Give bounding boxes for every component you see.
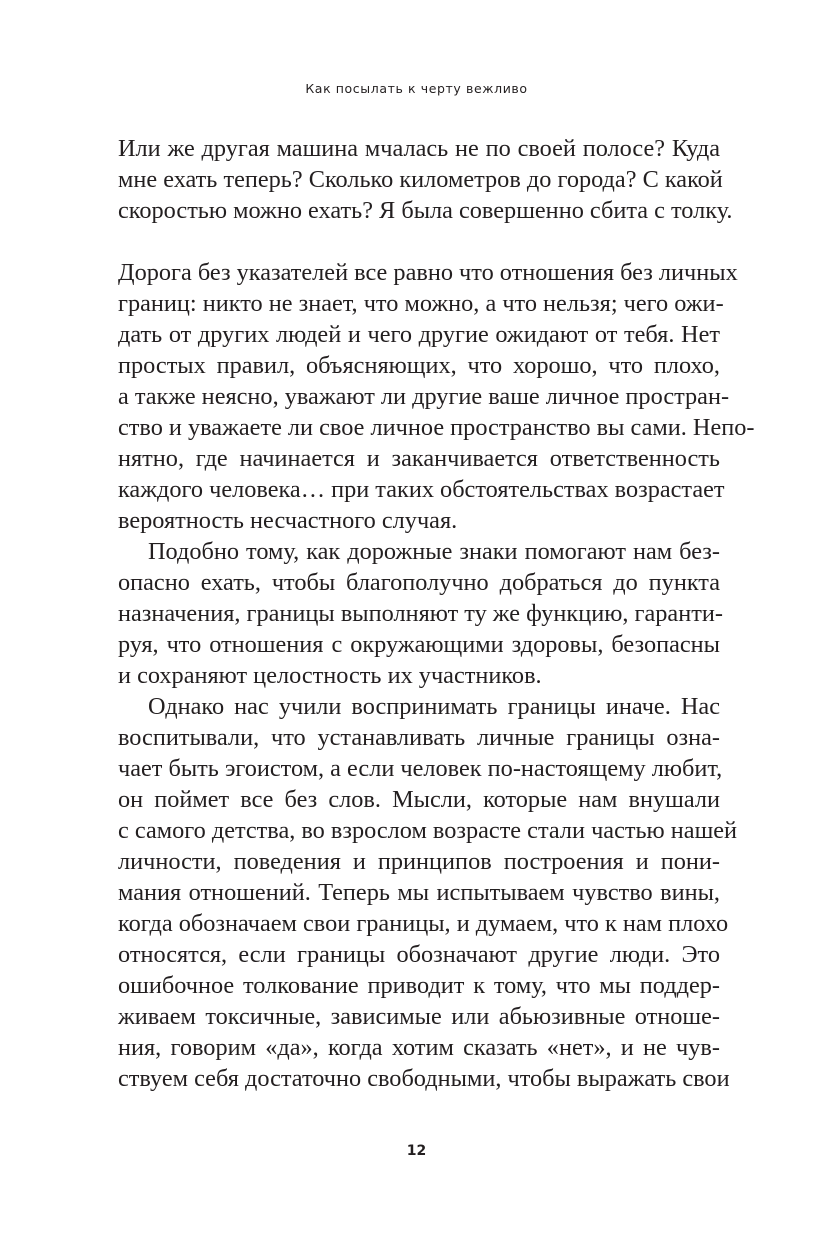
text-line: воспитывали, что устанавливать личные границы озна- bbox=[118, 724, 720, 751]
text-line: мания отношений. Теперь мы испытываем чувство вины, bbox=[118, 879, 720, 906]
text-line: с самого детства, во взрослом возрасте стали частью нашей bbox=[118, 817, 738, 844]
text-line: руя, что отношения с окружающими здоровы, безопасны bbox=[118, 631, 720, 658]
text-line: опасно ехать, чтобы благополучно добраться до пункта bbox=[118, 569, 720, 596]
text-block-continuation bbox=[118, 133, 733, 226]
text-line: живаем токсичные, зависимые или абьюзивные отноше- bbox=[118, 1003, 720, 1030]
text-line: ошибочное толкование приводит к тому, что мы поддер- bbox=[118, 972, 720, 999]
text-line: Однако нас учили воспринимать границы иначе. Нас bbox=[148, 693, 720, 720]
text-line: назначения, границы выполняют ту же функцию, гаранти- bbox=[118, 600, 723, 627]
text-line: чает быть эгоистом, а если человек по-настоящему любит, bbox=[118, 755, 723, 782]
page-number: 12 bbox=[406, 1143, 427, 1159]
text-line: скоростью можно ехать? Я была совершенно сбита с толку. bbox=[118, 197, 733, 224]
text-line: нятно, где начинается и заканчивается ответственность bbox=[118, 445, 720, 472]
text-line: ствуем себя достаточно свободными, чтобы выражать свои bbox=[118, 1065, 730, 1092]
text-line: а также неясно, уважают ли другие ваше личное простран- bbox=[118, 383, 730, 410]
text-line: Или же другая машина мчалась не по своей полосе? Куда bbox=[118, 135, 720, 162]
text-line: границ: никто не знает, что можно, а что нельзя; чего ожи- bbox=[118, 290, 724, 317]
text-line: относятся, если границы обозначают другие люди. Это bbox=[118, 941, 720, 968]
text-line: он поймет все без слов. Мысли, которые нам внушали bbox=[118, 786, 720, 813]
text-block-main bbox=[118, 257, 755, 1094]
text-line: и сохраняют целостность их участников. bbox=[118, 662, 542, 689]
text-line: Подобно тому, как дорожные знаки помогают нам без- bbox=[148, 538, 720, 565]
text-line: вероятность несчастного случая. bbox=[118, 507, 458, 534]
text-line: Дорога без указателей все равно что отношения без личных bbox=[118, 259, 738, 286]
text-line: дать от других людей и чего другие ожидают от тебя. Нет bbox=[118, 321, 720, 348]
text-line: простых правил, объясняющих, что хорошо, что плохо, bbox=[118, 352, 720, 379]
text-line: каждого человека… при таких обстоятельствах возрастает bbox=[118, 476, 725, 503]
text-line: мне ехать теперь? Сколько километров до города? С какой bbox=[118, 166, 723, 193]
text-line: когда обозначаем свои границы, и думаем, что к нам плохо bbox=[118, 910, 729, 937]
text-line: ния, говорим «да», когда хотим сказать «нет», и не чув- bbox=[118, 1034, 720, 1061]
text-line: личности, поведения и принципов построения и пони- bbox=[118, 848, 720, 875]
running-head-title: Как посылать к черту вежливо bbox=[305, 81, 528, 96]
text-line: ство и уважаете ли свое личное пространство вы сами. Непо- bbox=[118, 414, 755, 441]
